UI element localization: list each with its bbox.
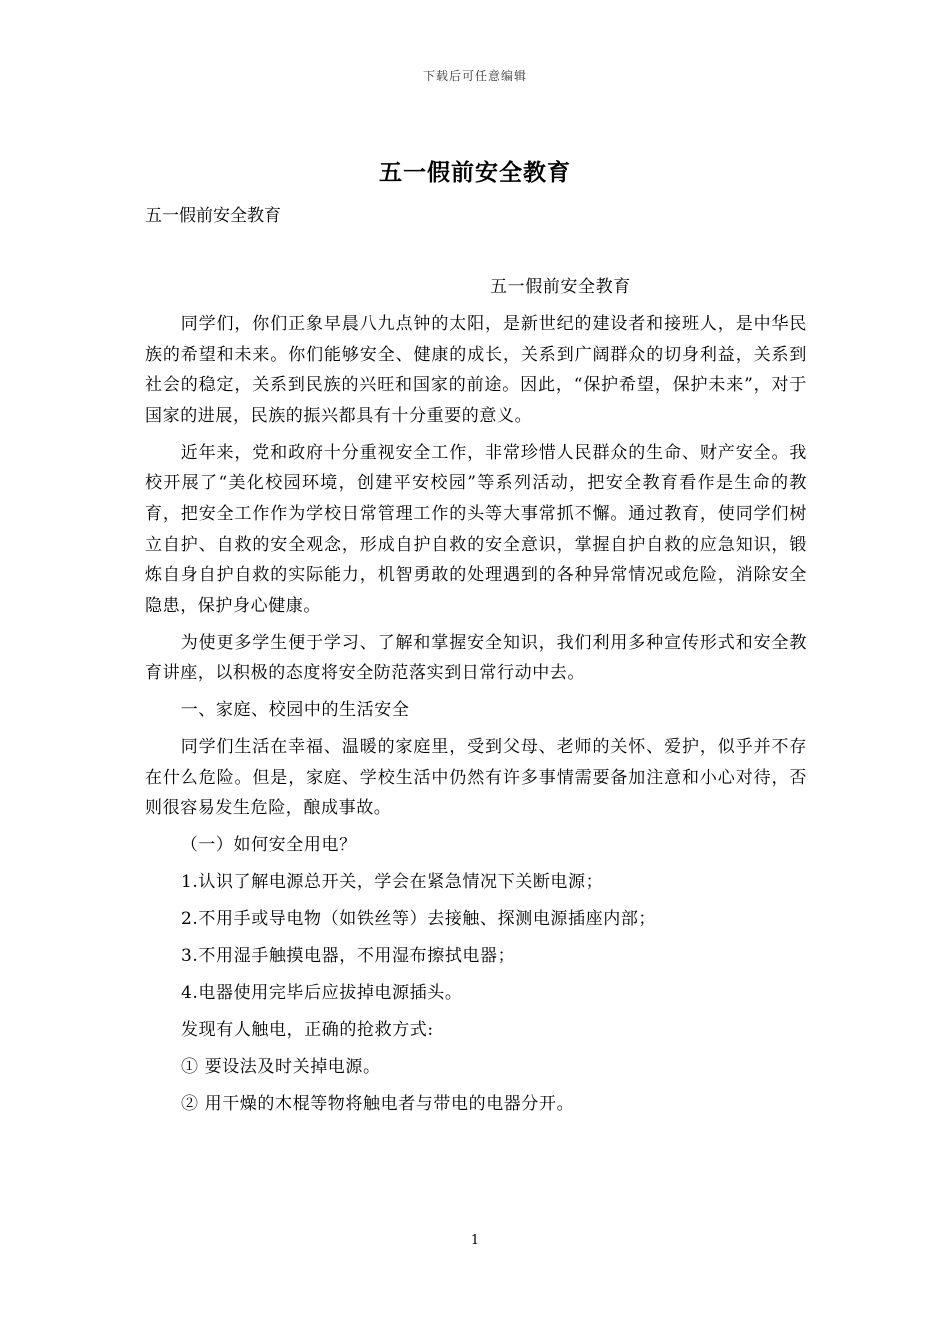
heading-home-school-safety: 一、家庭、校园中的生活安全 [180, 700, 410, 721]
document-subtitle: 五一假前安全教育 [145, 206, 281, 226]
list-item: 3.不用湿手触摸电器，不用湿布擦拭电器； [181, 946, 516, 967]
document-body [145, 272, 807, 1126]
list-item: 1.认识了解电源总开关，学会在紧急情况下关断电源； [181, 872, 604, 893]
paragraph-home-life: 同学们生活在幸福、温暖的家庭里，受到父母、老师的关怀、爱护，似乎并不存在什么危险。但是，家庭、学校生活中仍然有许多事情需要备加注意和小心对待，否则很容易发生危险，酿成事故。 [145, 737, 807, 819]
list-item: 2.不用手或导电物（如铁丝等）去接触、探测电源插座内部； [181, 909, 657, 930]
paragraph-intro: 同学们，你们正象早晨八九点钟的太阳，是新世纪的建设者和接班人，是中华民族的希望和未来。你们能够安全、健康的成长，关系到广阔群众的切身利益，关系到社会的稳定，关系到民族的兴旺和国家的前途。因此，“保护希望，保护未来”，对于国家的进展，民族的振兴都具有十分重要的意义。 [145, 313, 807, 426]
list-item: ① 要设法及时关掉电源。 [181, 1057, 381, 1078]
section-title: 五一假前安全教育 [490, 277, 631, 297]
paragraph-school-safety: 近年来，党和政府十分重视安全工作，非常珍惜人民群众的生命、财产安全。我校开展了“美化校园环境，创建平安校园”等系列活动，把安全教育看作是生命的教育，把安全工作作为学校日常管理工作的头等大事常抓不懈。通过教育，使同学们树立自护、自救的安全观念，形成自护自救的安全意识，掌握自护自救的应急知识，锻炼自身自护自救的实际能力，机智勇敢的处理遇到的各种异常情况或危险，消除安全隐患，保护身心健康。 [145, 442, 807, 616]
page-header-note: 下载后可任意编辑 [422, 69, 527, 83]
heading-electricity-safety: （一）如何安全用电？ [180, 835, 357, 856]
document-title: 五一假前安全教育 [379, 159, 571, 186]
list-item: 4.电器使用完毕后应拔掉电源插头。 [181, 983, 463, 1004]
rescue-heading: 发现有人触电，正确的抢救方式: [181, 1020, 434, 1041]
paragraph-purpose: 为使更多学生便于学习、了解和掌握安全知识，我们利用多种宣传形式和安全教育讲座，以积极的态度将安全防范落实到日常行动中去。 [145, 632, 807, 684]
list-item: ② 用干燥的木棍等物将触电者与带电的电器分开。 [181, 1094, 575, 1115]
page-number: 1 [470, 1233, 480, 1248]
